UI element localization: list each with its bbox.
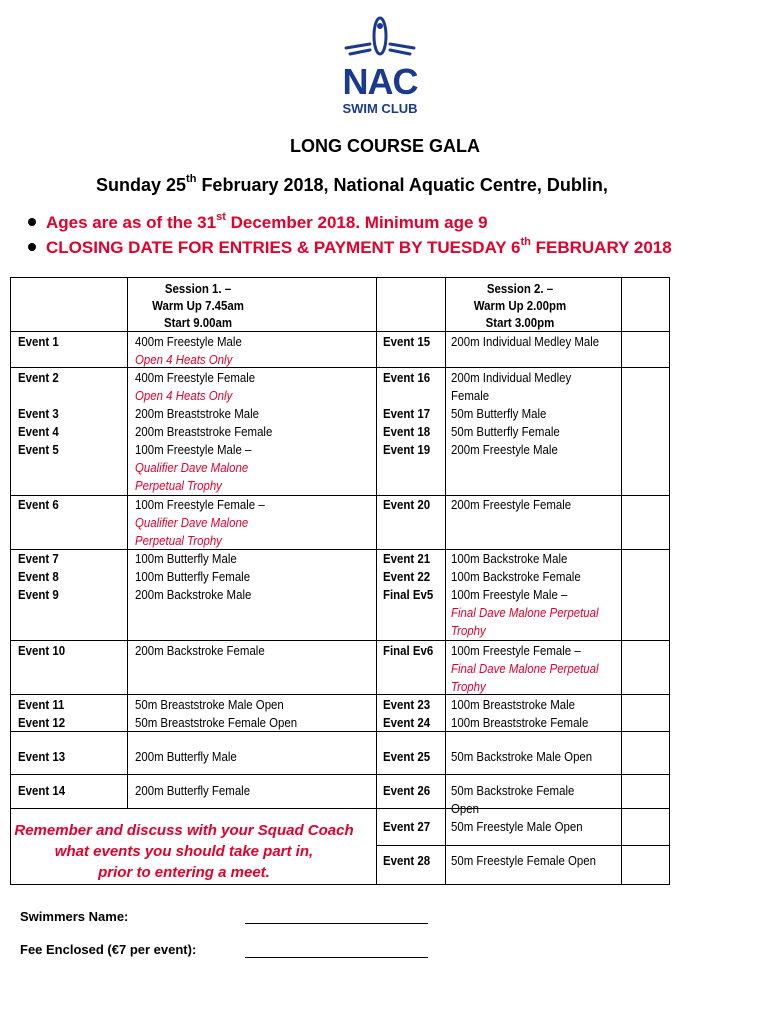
event-description: 50m Breaststroke Male Open	[135, 697, 284, 712]
event-number: Event 20	[383, 497, 431, 512]
event-description: 100m Freestyle Male –	[451, 587, 568, 602]
event-number: Event 22	[383, 569, 431, 584]
event-subtitle: Sunday 25th February 2018, National Aquatic Centre, Dublin,	[96, 173, 608, 195]
event-description: 100m Freestyle Female –	[451, 643, 581, 658]
swimmer-logo-icon	[330, 14, 430, 66]
event-number: Event 24	[383, 715, 431, 730]
event-number: Event 23	[383, 697, 431, 712]
column-divider	[127, 277, 128, 809]
event-description: 50m Backstroke Female	[451, 783, 575, 798]
event-note: Perpetual Trophy	[135, 478, 222, 493]
event-note: Qualifier Dave Malone	[135, 515, 249, 530]
event-description: 200m Freestyle Male	[451, 442, 558, 457]
event-description: 100m Backstroke Male	[451, 551, 568, 566]
event-number: Final Ev5	[383, 587, 434, 602]
event-description: 400m Freestyle Female	[135, 370, 256, 385]
event-description: 100m Freestyle Female –	[135, 497, 265, 512]
column-divider	[376, 277, 377, 885]
event-description: 50m Backstroke Male Open	[451, 749, 593, 764]
row-divider	[10, 774, 376, 775]
event-description: 100m Butterfly Male	[135, 551, 237, 566]
event-number: Final Ev6	[383, 643, 434, 658]
event-number: Event 16	[383, 370, 431, 385]
squad-coach-reminder: Remember and discuss with your Squad Coach what events you should take part in, prior to entering a meet.	[14, 822, 354, 881]
event-number: Event 17	[383, 406, 431, 421]
bullet-list	[28, 213, 672, 263]
event-number: Event 18	[383, 424, 431, 439]
event-description: 50m Freestyle Male Open	[451, 819, 583, 834]
row-divider	[376, 331, 670, 332]
event-number: Event 6	[18, 497, 59, 512]
row-divider	[376, 640, 670, 641]
session-2-header: Session 2. – Warm Up 2.00pm Start 3.00pm	[473, 281, 567, 330]
row-divider	[10, 331, 376, 332]
row-divider	[10, 694, 376, 695]
event-number: Event 21	[383, 551, 431, 566]
event-description: 100m Freestyle Male –	[135, 442, 252, 457]
event-description: 200m Backstroke Female	[135, 643, 265, 658]
event-note: Final Dave Malone Perpetual	[451, 605, 599, 620]
bullet-age: Ages are as of the 31st December 2018. Minimum age 9	[28, 213, 672, 238]
page-title: LONG COURSE GALA	[289, 136, 480, 156]
event-description: 50m Breaststroke Female Open	[135, 715, 298, 730]
event-number: Event 1	[18, 334, 59, 349]
fee-enclosed-label: Fee Enclosed (€7 per event):	[20, 942, 197, 957]
event-number: Event 3	[18, 406, 59, 421]
event-description: Female	[451, 388, 490, 403]
event-number: Event 4	[18, 424, 59, 439]
event-number: Event 5	[18, 442, 59, 457]
column-divider	[445, 277, 446, 885]
event-description: 200m Breaststroke Female	[135, 424, 273, 439]
column-divider	[621, 277, 622, 885]
bullet-closing-date: CLOSING DATE FOR ENTRIES & PAYMENT BY TUESDAY 6th FEBRUARY 2018	[28, 238, 672, 263]
row-divider	[376, 774, 670, 775]
event-number: Event 28	[383, 853, 431, 868]
event-number: Event 25	[383, 749, 431, 764]
event-description: 200m Backstroke Male	[135, 587, 252, 602]
event-note: Trophy	[451, 623, 486, 638]
row-divider	[10, 808, 376, 809]
event-description: 200m Freestyle Female	[451, 497, 572, 512]
event-number: Event 26	[383, 783, 431, 798]
row-divider	[376, 694, 670, 695]
event-number: Event 13	[18, 749, 66, 764]
event-number: Event 8	[18, 569, 59, 584]
event-number: Event 2	[18, 370, 59, 385]
row-divider	[376, 845, 670, 846]
logo-subtext: SWIM CLUB	[342, 101, 418, 116]
event-note: Open 4 Heats Only	[135, 352, 233, 367]
event-note: Qualifier Dave Malone	[135, 460, 249, 475]
event-description: 100m Backstroke Female	[451, 569, 581, 584]
swimmers-name-field[interactable]	[245, 923, 428, 924]
logo-text: NAC	[342, 61, 418, 102]
session-1-header: Session 1. – Warm Up 7.45am Start 9.00am	[152, 281, 244, 330]
event-number: Event 12	[18, 715, 66, 730]
event-description: 200m Breaststroke Male	[135, 406, 259, 421]
event-description: 100m Breaststroke Female	[451, 715, 589, 730]
bullet-icon	[28, 218, 36, 226]
row-divider	[10, 640, 376, 641]
swimmers-name-label: Swimmers Name:	[20, 909, 129, 924]
event-description: 400m Freestyle Male	[135, 334, 242, 349]
event-description: 200m Butterfly Female	[135, 783, 251, 798]
event-number: Event 27	[383, 819, 431, 834]
event-note: Open 4 Heats Only	[135, 388, 233, 403]
event-note: Final Dave Malone Perpetual	[451, 661, 599, 676]
event-number: Event 10	[18, 643, 66, 658]
event-number: Event 15	[383, 334, 431, 349]
event-description: 200m Individual Medley Male	[451, 334, 600, 349]
event-note: Trophy	[451, 679, 486, 694]
bullet-icon	[28, 243, 36, 251]
row-divider	[376, 808, 670, 809]
event-description: 50m Butterfly Female	[451, 424, 560, 439]
event-note: Perpetual Trophy	[135, 533, 222, 548]
event-description: 200m Butterfly Male	[135, 749, 237, 764]
event-description: 50m Butterfly Male	[451, 406, 547, 421]
fee-enclosed-field[interactable]	[245, 957, 428, 958]
event-description: Open	[451, 801, 479, 816]
row-divider	[376, 367, 670, 368]
event-description: 100m Breaststroke Male	[451, 697, 575, 712]
event-number: Event 9	[18, 587, 59, 602]
event-number: Event 11	[18, 697, 65, 712]
event-description: 200m Individual Medley	[451, 370, 572, 385]
event-number: Event 19	[383, 442, 431, 457]
nac-logo	[330, 14, 430, 118]
event-number: Event 14	[18, 783, 66, 798]
event-description: 50m Freestyle Female Open	[451, 853, 596, 868]
event-number: Event 7	[18, 551, 59, 566]
event-description: 100m Butterfly Female	[135, 569, 251, 584]
